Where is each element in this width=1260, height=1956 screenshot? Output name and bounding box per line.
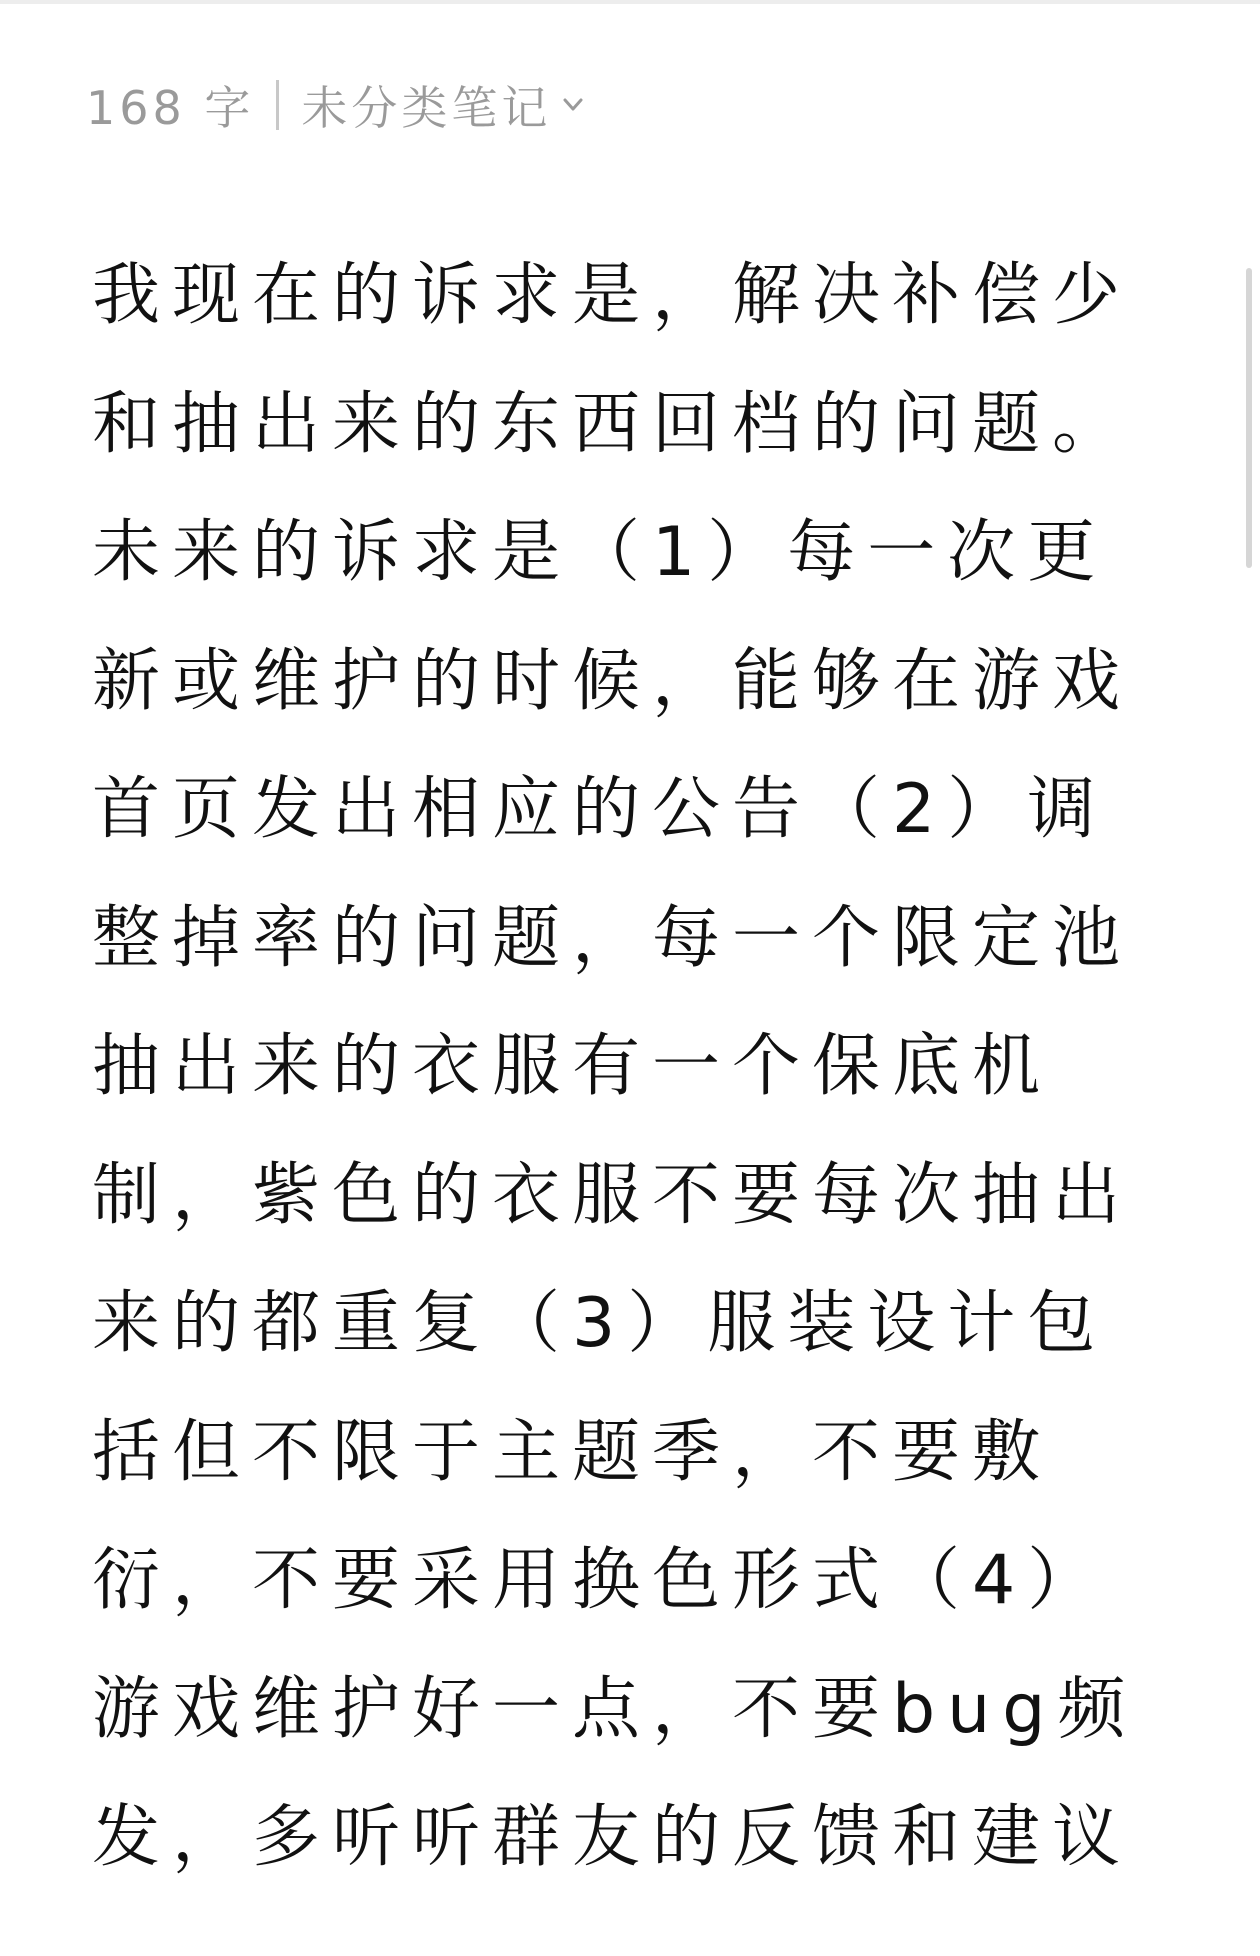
note-content[interactable]: 我现在的诉求是，解决补偿少和抽出来的东西回档的问题。未来的诉求是（1）每一次更新或维护的时候，能够在游戏首页发出相应的公告（2）调整掉率的问题，每一个限定池抽出来的衣服有一个保底机制，紫色的衣服不要每次抽出来的都重复（3）服装设计包括但不限于主题季，不要敷衍，不要采用换色形式（4）游戏维护好一点，不要bug频发，多听听群友的反馈和建议 bbox=[92, 256, 1138, 1877]
chevron-down-icon bbox=[563, 95, 583, 115]
top-divider bbox=[0, 0, 1260, 4]
note-meta-bar bbox=[86, 70, 583, 140]
folder-selector[interactable] bbox=[301, 72, 583, 138]
folder-label: 未分类笔记 bbox=[301, 81, 552, 135]
word-count: 168 字 bbox=[86, 81, 255, 135]
meta-divider bbox=[276, 80, 279, 130]
scrollbar-thumb[interactable] bbox=[1246, 268, 1252, 568]
